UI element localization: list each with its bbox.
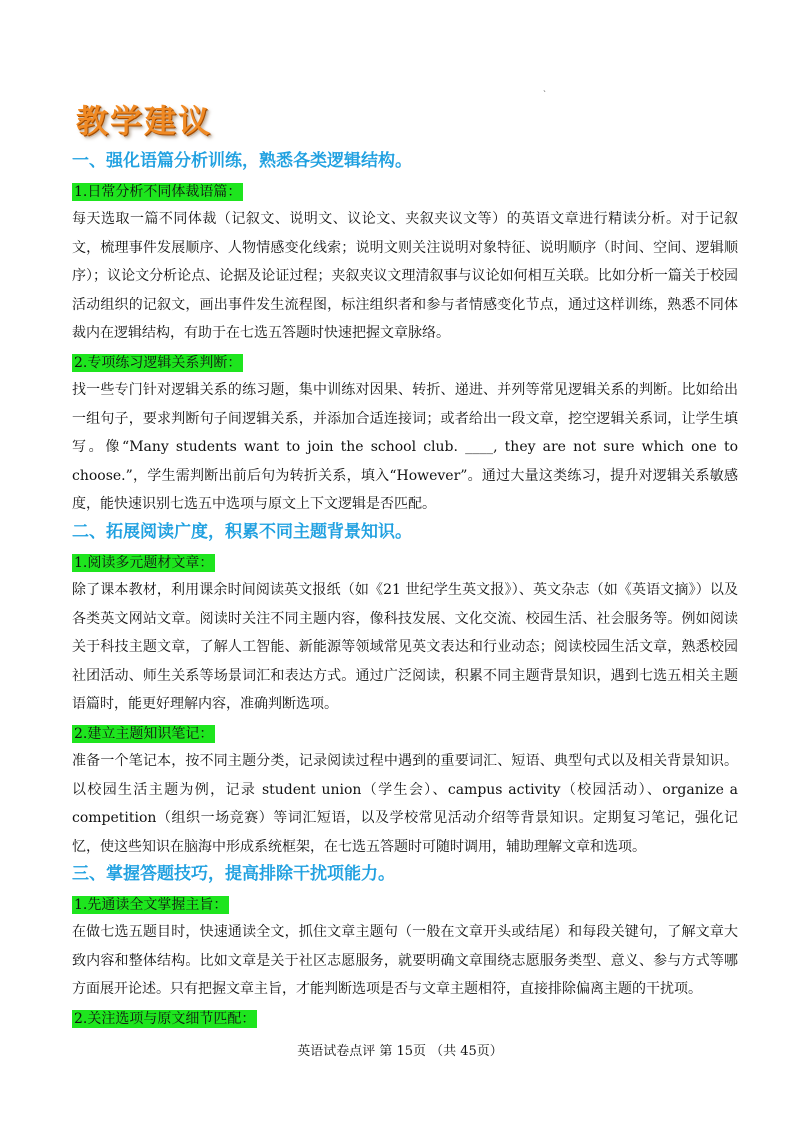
section-1 xyxy=(72,148,738,519)
subsection-heading: 1.日常分析不同体裁语篇： xyxy=(74,184,242,200)
subsection-heading: 1.先通读全文掌握主旨： xyxy=(74,897,228,914)
subsection-heading: 2.建立主题知识笔记： xyxy=(74,725,214,742)
paragraph: 找一些专门针对逻辑关系的练习题，集中训练对因果、转折、递进、并列等常见逻辑关系的判断。比如给出一组句子，要求判断句子间逻辑关系，并添加合适连接词；或者给出一段文章，挖空逻辑关系词，让学生填写。像“Many students want to join the school club. ____, they are not sure which one to choose.”，学生需判断出前后句为转折关系，填入“However”。通过大量这类练习，提升对逻辑关系敏感度，能快速识别七选五中选项与原文上下文逻辑是否匹配。 xyxy=(72,381,738,513)
subsection-heading: 2.专项练习逻辑关系判断： xyxy=(74,354,242,371)
subsection-heading: 2.关注选项与原文细节匹配： xyxy=(74,1011,256,1028)
page-footer: 英语试卷点评 第 15页 （共 45页） xyxy=(297,1044,503,1059)
paragraph: 在做七选五题目时，快速通读全文，抓住文章主题句（一般在文章开头或结尾）和每段关键句，了解文章大致内容和整体结构。比如文章是关于社区志愿服务，就要明确文章围绕志愿服务类型、意义、参与方式等哪方面展开论述。只有把握文章主旨，才能判断选项是否与文章主题相符，直接排除偏离主题的干扰项。 xyxy=(72,924,738,998)
section-title: 三、掌握答题技巧，提高排除干扰项能力。 xyxy=(72,864,395,885)
section-title: 一、强化语篇分析训练，熟悉各类逻辑结构。 xyxy=(72,151,412,171)
paragraph: 每天选取一篇不同体裁（记叙文、说明文、议论文、夹叙夹议文等）的英语文章进行精读分析。对于记叙文，梳理事件发展顺序、人物情感变化线索；说明文则关注说明对象特征、说明顺序（时间、空间、逻辑顺序）；议论文分析论点、论据及论证过程；夹叙夹议文理清叙事与议论如何相互关联。比如分析一篇关于校园活动组织的记叙文，画出事件发生流程图，标注组织者和参与者情感变化节点，通过这样训练，熟悉不同体裁内在逻辑结构，有助于在七选五答题时快速把握文章脉络。 xyxy=(72,211,738,342)
section-title: 二、拓展阅读广度，积累不同主题背景知识。 xyxy=(72,521,412,542)
paragraph: 除了课本教材，利用课余时间阅读英文报纸（如《21 世纪学生英文报》）、英文杂志（如《英语文摘》）以及各类英文网站文章。阅读时关注不同主题内容，像科技发展、文化交流、校园生活、社会服务等。例如阅读关于科技主题文章，了解人工智能、新能源等领域常见英文表达和行业动态；阅读校园生活文章，熟悉校园社团活动、师生关系等场景词汇和表达方式。通过广泛阅读，积累不同主题背景知识，遇到七选五相关主题语篇时，能更好理解内容，准确判断选项。 xyxy=(72,581,738,713)
section-3 xyxy=(72,861,738,1032)
paragraph: 准备一个笔记本，按不同主题分类，记录阅读过程中遇到的重要词汇、短语、典型句式以及相关背景知识。以校园生活主题为例，记录 student union（学生会）、campus activity（校园活动）、organize a competition（组织一场竞赛）等词汇短语，以及学校常见活动介绍等背景知识。定期复习笔记，强化记忆，使这些知识在脑海中形成系统框架，在七选五答题时可随时调用，辅助理解文章和选项。 xyxy=(72,752,738,855)
teaching-suggestions-banner: 教学建议 xyxy=(76,102,213,140)
document-body xyxy=(72,148,738,1032)
page-mark: ˎ xyxy=(543,83,546,93)
section-2 xyxy=(72,519,738,861)
subsection-heading: 1.阅读多元题材文章： xyxy=(74,554,214,571)
